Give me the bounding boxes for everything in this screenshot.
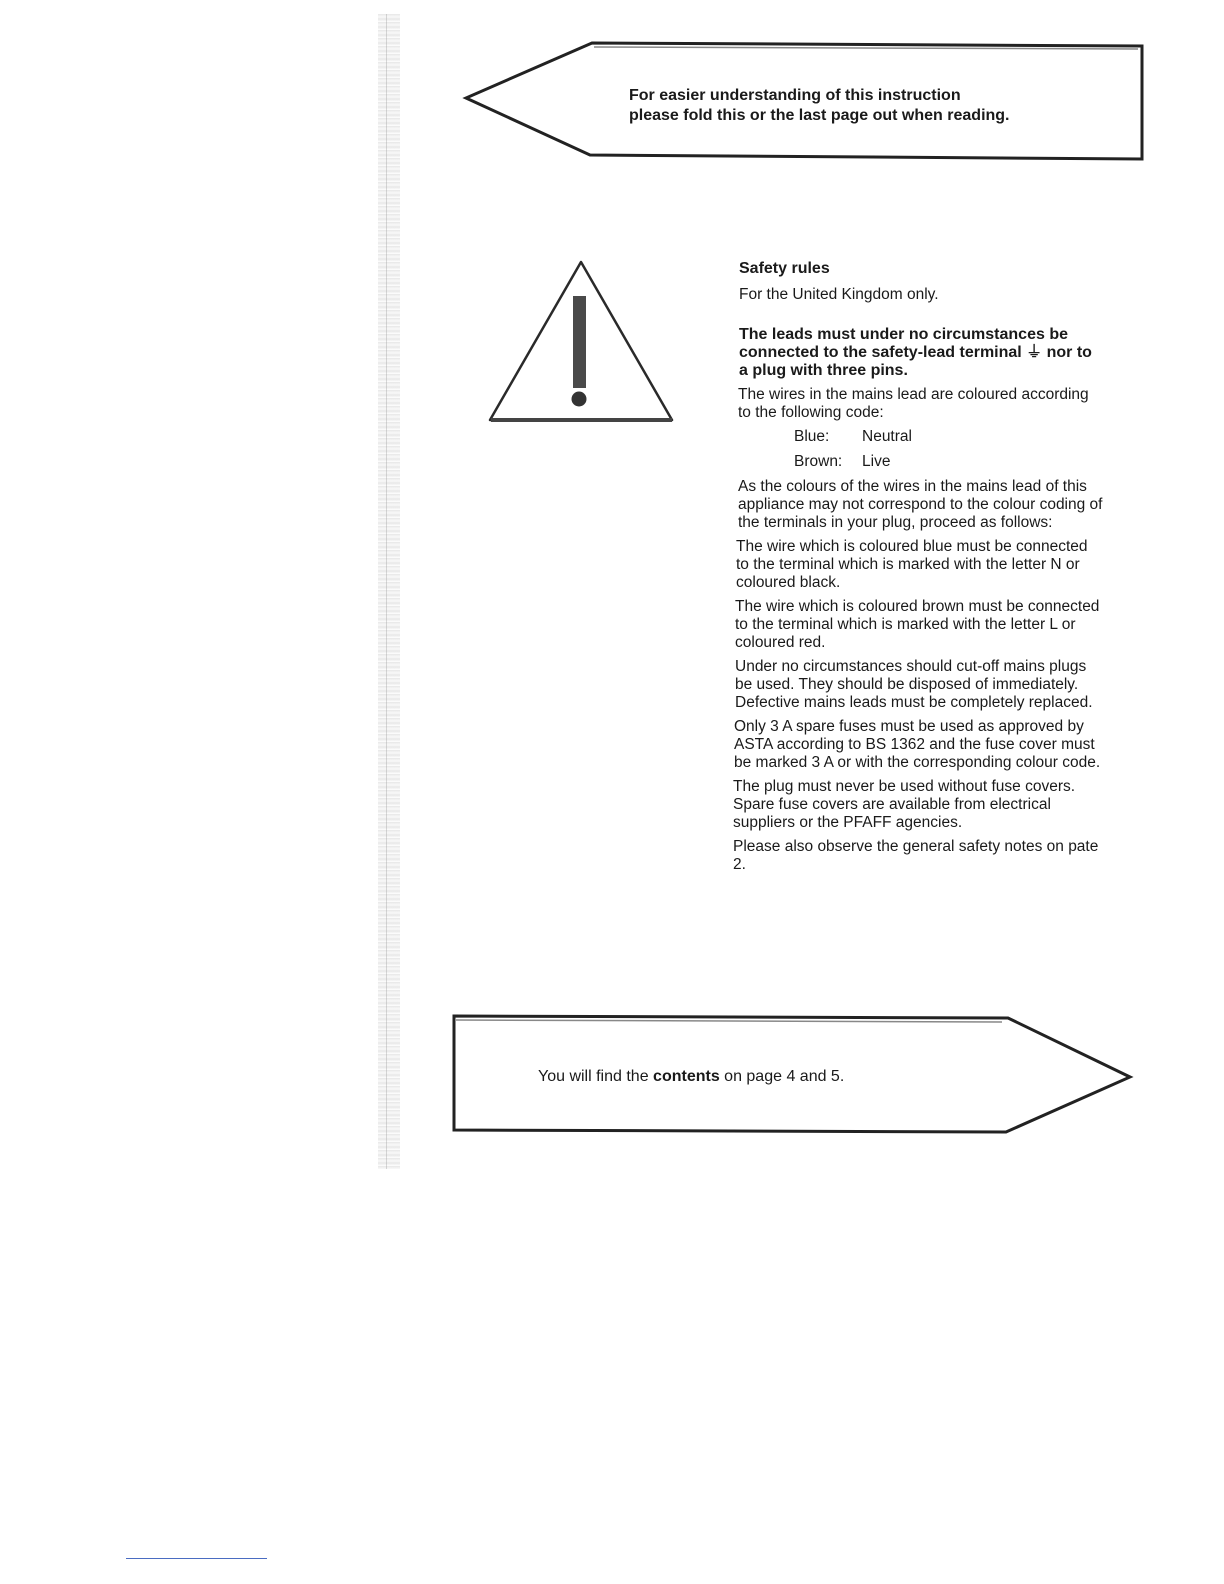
wire-code-row (794, 428, 1103, 446)
uk-only-note: For the United Kingdom only. (739, 286, 939, 303)
contents-suffix: on page 4 and 5. (719, 1068, 845, 1085)
safety-paragraph: Only 3 A spare fuses must be used as approved by ASTA according to BS 1362 and the fuse cover must be marked 3 A or with the corresponding colour code. (734, 718, 1101, 771)
safety-paragraph: As the colours of the wires in the mains lead of this appliance may not correspond to the colour coding of the terminals in your plug, proceed as follows: (738, 478, 1103, 531)
wire-colour-code-list (794, 428, 1103, 471)
footer-rule (126, 1558, 267, 1559)
safety-paragraph: The wire which is coloured brown must be connected to the terminal which is marked with the letter L or coloured red. (735, 598, 1100, 651)
wire-code-row (794, 453, 1103, 471)
safety-paragraph: The wire which is coloured blue must be connected to the terminal which is marked with the letter N or coloured black. (736, 538, 1088, 591)
three-pin-warning: The leads must under no circumstances be connected to the safety-lead terminal ⏚ nor to a plug with three pins. (739, 326, 1092, 379)
safety-rules-heading: Safety rules (739, 260, 830, 277)
contents-bold: contents (653, 1068, 720, 1085)
safety-paragraph: Please also observe the general safety notes on pate 2. (733, 838, 1099, 873)
page-fold-edge (378, 14, 400, 1169)
wire-meaning: Live (862, 453, 891, 470)
wires-intro: The wires in the mains lead are coloured according to the following code: (738, 386, 1089, 421)
safety-rules-section (733, 260, 1103, 880)
contents-prefix: You will find the (538, 1068, 654, 1085)
safety-paragraph: The plug must never be used without fuse covers. Spare fuse covers are available from electrical suppliers or the PFAFF agencies. (733, 778, 1076, 831)
contents-reference (538, 1068, 844, 1086)
wire-colour: Blue: (794, 428, 830, 445)
fold-instruction-note (629, 86, 1109, 126)
warning-triangle-icon (488, 258, 676, 426)
wire-colour: Brown: (794, 453, 843, 470)
fold-instruction-line-2: please fold this or the last page out when reading. (629, 107, 1010, 124)
safety-paragraph: Under no circumstances should cut-off mains plugs be used. They should be disposed of immediately. Defective mains leads must be completely replaced. (735, 658, 1093, 711)
fold-instruction-line-1: For easier understanding of this instruction (629, 87, 961, 104)
wire-meaning: Neutral (862, 428, 912, 445)
